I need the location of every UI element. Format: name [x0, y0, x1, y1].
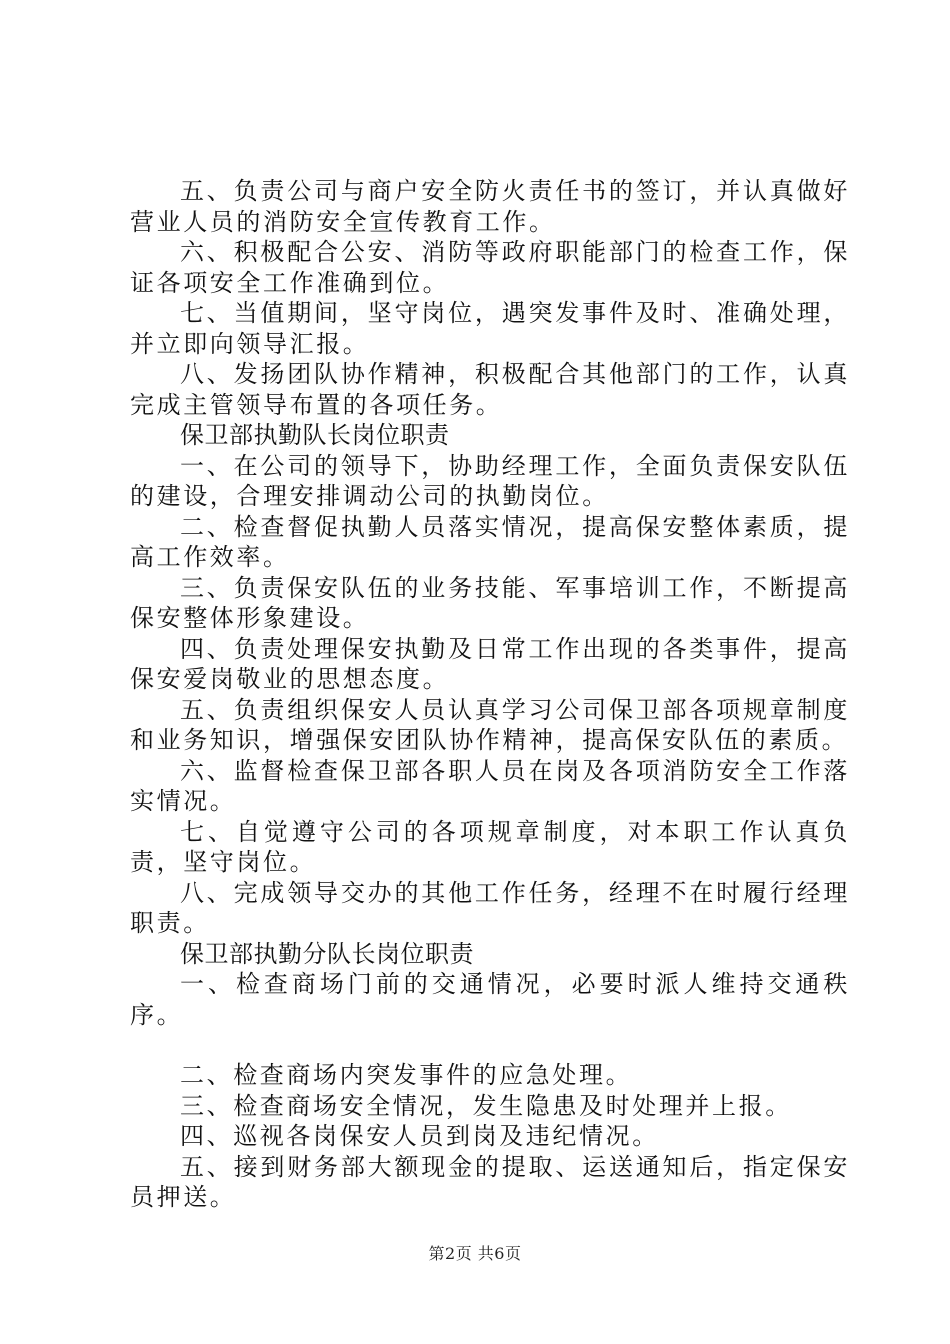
paragraph: 五、接到财务部大额现金的提取、运送通知后，指定保安员押送。	[130, 1152, 850, 1211]
paragraph: 四、巡视各岗保安人员到岗及违纪情况。	[180, 1122, 659, 1150]
paragraph: 一、在公司的领导下，协助经理工作，全面负责保安队伍的建设，合理安排调动公司的执勤岗位。	[130, 451, 850, 510]
paragraph: 五、负责公司与商户安全防火责任书的签订，并认真做好营业人员的消防安全宣传教育工作。	[130, 177, 850, 236]
paragraph: 七、当值期间，坚守岗位，遇突发事件及时、准确处理，并立即向领导汇报。	[130, 299, 850, 358]
paragraph: 六、监督检查保卫部各职人员在岗及各项消防安全工作落实情况。	[130, 756, 850, 815]
paragraph: 二、检查商场内突发事件的应急处理。	[180, 1061, 633, 1089]
paragraph: 五、负责组织保安人员认真学习公司保卫部各项规章制度和业务知识，增强保安团队协作精神，提高保安队伍的素质。	[130, 695, 850, 754]
document-body	[130, 176, 850, 1213]
paragraph: 二、检查督促执勤人员落实情况，提高保安整体素质，提高工作效率。	[130, 512, 850, 571]
section-heading: 保卫部执勤分队长岗位职责	[180, 939, 474, 968]
section-heading: 保卫部执勤队长岗位职责	[180, 421, 450, 449]
paragraph: 八、发扬团队协作精神，积极配合其他部门的工作，认真完成主管领导布置的各项任务。	[130, 360, 850, 419]
paragraph: 一、检查商场门前的交通情况，必要时派人维持交通秩序。	[130, 970, 850, 1029]
paragraph: 六、积极配合公安、消防等政府职能部门的检查工作，保证各项安全工作准确到位。	[130, 238, 850, 297]
paragraph: 三、检查商场安全情况，发生隐患及时处理并上报。	[180, 1091, 792, 1120]
paragraph: 八、完成领导交办的其他工作任务，经理不在时履行经理职责。	[130, 878, 850, 937]
paragraph: 三、负责保安队伍的业务技能、军事培训工作，不断提高保安整体形象建设。	[130, 573, 850, 632]
paragraph: 四、负责处理保安执勤及日常工作出现的各类事件，提高保安爱岗敬业的思想态度。	[130, 634, 850, 693]
paragraph: 七、自觉遵守公司的各项规章制度，对本职工作认真负责，坚守岗位。	[130, 817, 850, 876]
page-number: 第2页 共6页	[428, 1244, 522, 1263]
